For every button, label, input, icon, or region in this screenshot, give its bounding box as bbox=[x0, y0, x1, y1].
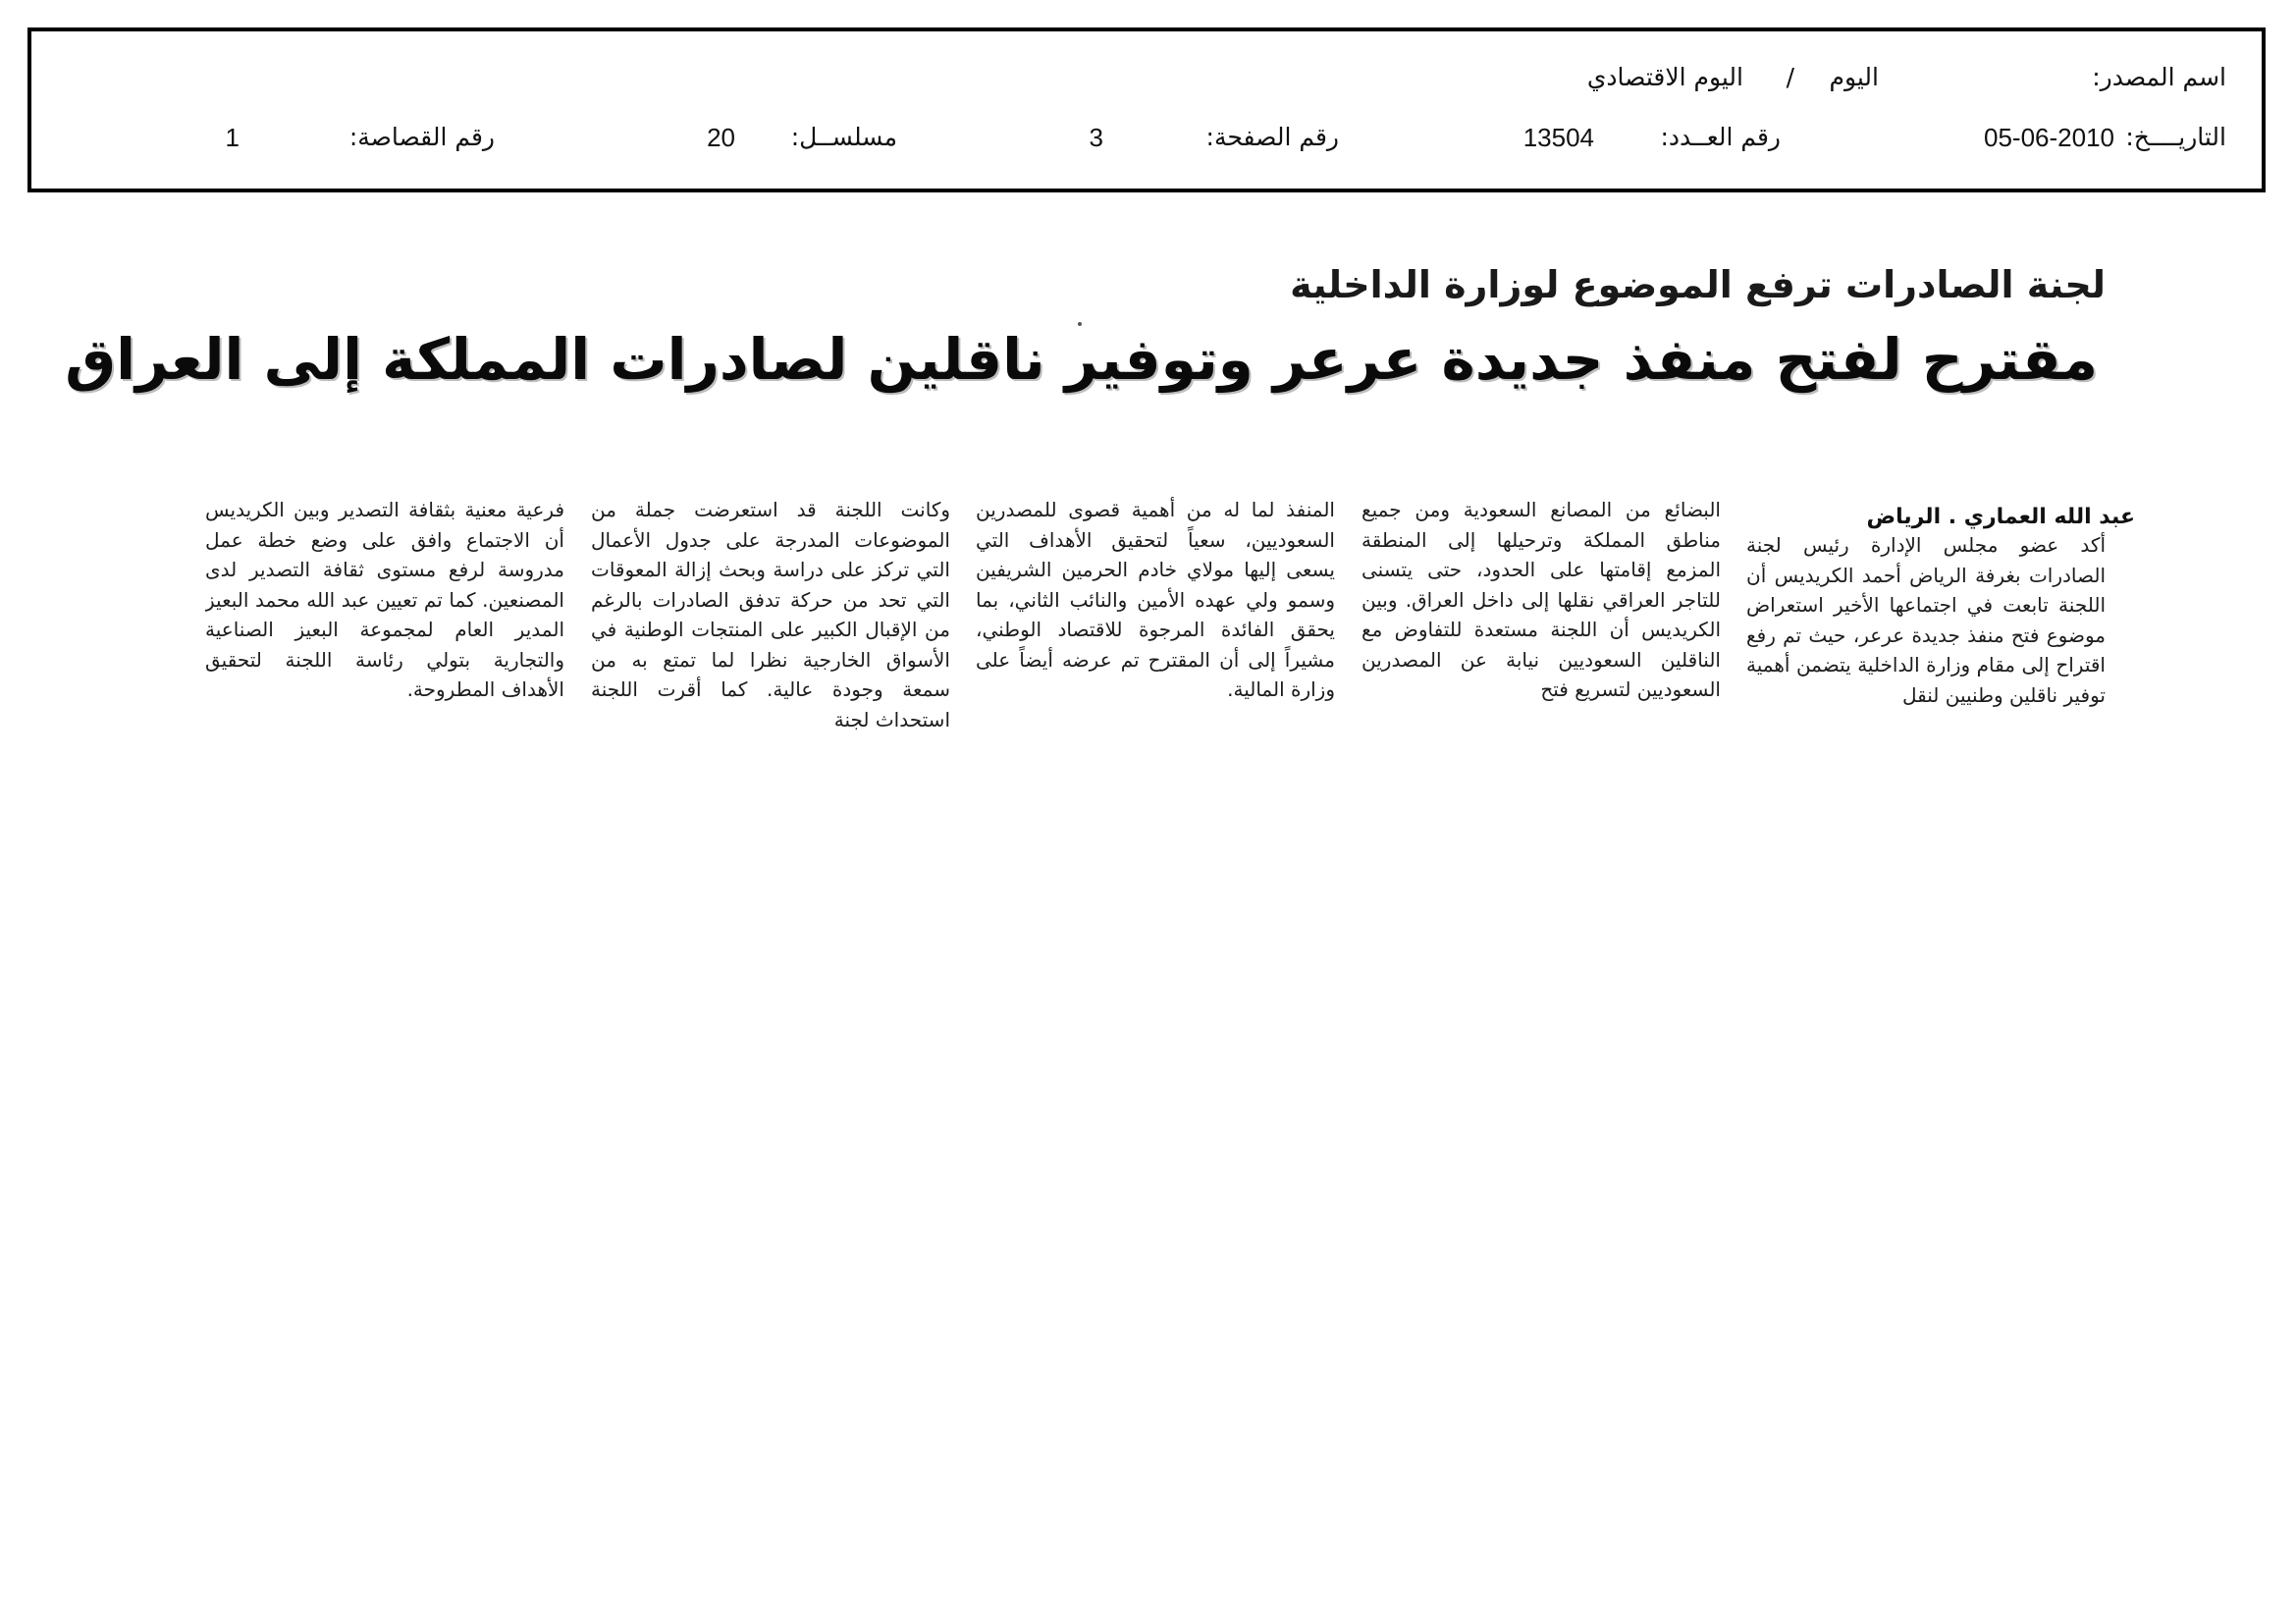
article-byline: عبد الله العماري . الرياض bbox=[1866, 505, 2135, 529]
clipping-label: رقم القصاصة: bbox=[348, 123, 495, 151]
column-3-text: المنفذ لما له من أهمية قصوى للمصدرين السعوديين، سعياً لتحقيق الأهداف التي يسعى إليها مولاي خادم الحرمين الشريفين وسمو ولي عهده الأمين والنائب الثاني، بما يحقق الفائدة المرجوة للاقتصاد الوطني، مشيراً إلى أن المقترح تم عرضه أيضاً على وزارة المالية. bbox=[976, 498, 1335, 701]
article-column-5 bbox=[205, 495, 564, 789]
scan-speck bbox=[1078, 322, 1082, 326]
article-subhead: لجنة الصادرات ترفع الموضوع لوزارة الداخلية bbox=[1290, 263, 2106, 306]
article-column-4 bbox=[591, 495, 950, 789]
article-headline: مقترح لفتح منفذ جديدة عرعر وتوفير ناقلين لصادرات المملكة إلى العراق bbox=[65, 326, 2098, 393]
column-5-text: فرعية معنية بثقافة التصدير وبين الكريديس أن الاجتماع وافق على وضع خطة عمل مدروسة لرفع مستوى ثقافة التصدير لدى المصنعين. كما تم تعيين عبد الله محمد البعيز المدير العام لمجموعة البعيز الصناعية والتجارية بتولي رئاسة اللجنة لتحقيق الأهداف المطروحة. bbox=[205, 498, 564, 701]
page-value: 3 bbox=[1089, 123, 1103, 152]
clipping-header-box bbox=[27, 27, 2266, 192]
serial-value: 20 bbox=[707, 123, 735, 152]
article-column-3 bbox=[976, 495, 1335, 789]
column-1-text: أكد عضو مجلس الإدارة رئيس لجنة الصادرات بغرفة الرياض أحمد الكريديس أن اللجنة تابعت في اجتماعها الأخير استعراض موضوع فتح منفذ جديدة عرعر، حيث تم رفع اقتراح إلى مقام وزارة الداخلية يتضمن أهمية توفير ناقلين وطنيين لنقل bbox=[1746, 533, 2106, 707]
source-separator: / bbox=[1786, 63, 1794, 91]
source-value-newspaper: اليوم bbox=[1829, 63, 1879, 91]
clipping-value: 1 bbox=[225, 123, 240, 152]
page-label: رقم الصفحة: bbox=[1205, 123, 1339, 151]
source-value-section: اليوم الاقتصادي bbox=[1586, 63, 1743, 91]
date-value: 05-06-2010 bbox=[1984, 123, 2114, 152]
issue-value: 13504 bbox=[1522, 123, 1594, 152]
article-column-2 bbox=[1362, 495, 1721, 789]
column-2-text: البضائع من المصانع السعودية ومن جميع مناطق المملكة وترحيلها إلى المنطقة المزمع إقامتها على الحدود، حتى يتسنى للتاجر العراقي نقلها إلى داخل العراق. وبين الكريديس أن اللجنة مستعدة للتفاوض مع الناقلين السعوديين نيابة عن المصدرين السعوديين لتسريع فتح bbox=[1362, 498, 1721, 701]
source-label: اسم المصدر: bbox=[2092, 63, 2226, 91]
column-4-text: وكانت اللجنة قد استعرضت جملة من الموضوعات المدرجة على جدول الأعمال التي تركز على دراسة وبحث إزالة المعوقات التي تحد من حركة تدفق الصادرات بالرغم من الإقبال الكبير على المنتجات الوطنية في الأسواق الخارجية نظرا لما تمتع به من سمعة وجودة عالية. كما أقرت اللجنة استحداث لجنة bbox=[591, 498, 950, 731]
news-clipping bbox=[65, 263, 2135, 793]
date-label: التاريــــخ: bbox=[2125, 123, 2226, 151]
article-column-1 bbox=[1746, 530, 2106, 789]
issue-label: رقم العــدد: bbox=[1660, 123, 1781, 151]
serial-label: مسلســل: bbox=[790, 123, 897, 151]
